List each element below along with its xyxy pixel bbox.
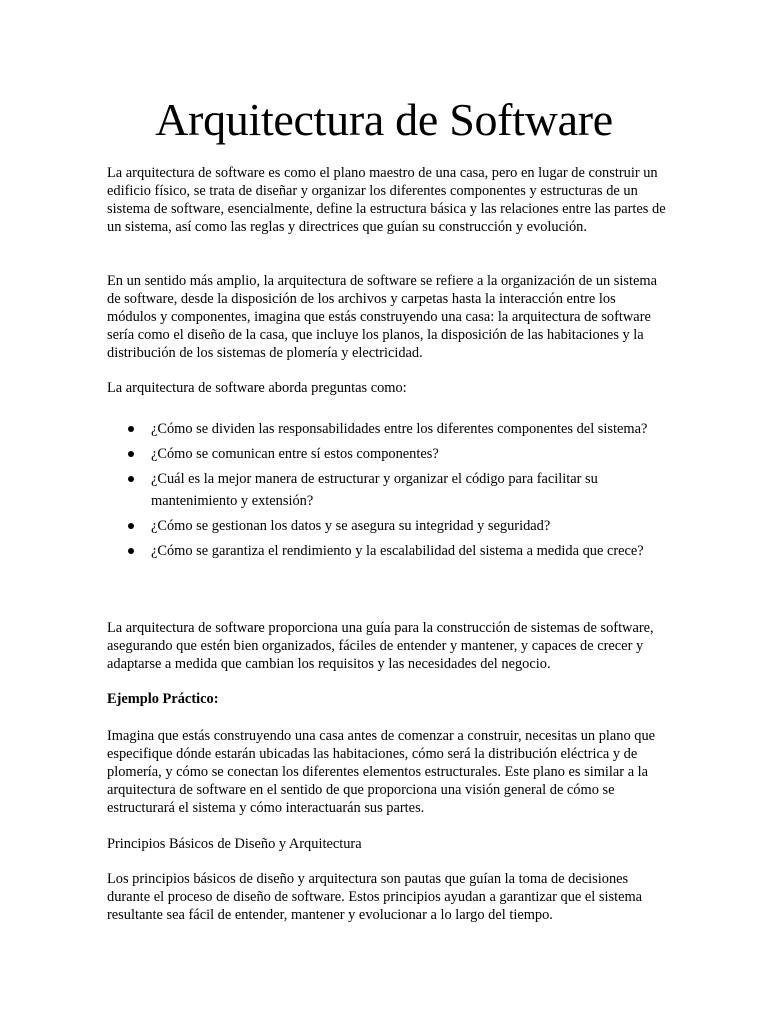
list-item [107, 443, 667, 465]
principles-heading: Principios Básicos de Diseño y Arquitectura [107, 836, 362, 852]
list-item-text: ¿Cómo se comunican entre sí estos componentes? [151, 446, 439, 462]
example-paragraph: Imagina que estás construyendo una casa antes de comenzar a construir, necesitas un plano que especifique dónde estarán ubicadas las habitaciones, cómo será la distribución eléctrica y de plomería, y cómo se conectan los diferentes elementos estructurales. Este plano es similar a la arquitectura de software en el sentido de que proporciona una visión general de cómo se estructurará el sistema y cómo interactuarán sus partes. [107, 728, 656, 816]
bullet-icon [128, 523, 134, 529]
bullet-icon [128, 548, 134, 554]
intro-paragraph: La arquitectura de software es como el plano maestro de una casa, pero en lugar de construir un edificio físico, se trata de diseñar y organizar los diferentes componentes y estructuras de un sistema de software, esencialmente, define la estructura básica y las relaciones entre las partes de un sistema, así como las reglas y directrices que guían su construcción y evolución. [107, 165, 666, 235]
list-item-text: ¿Cuál es la mejor manera de estructurar y organizar el código para facilitar su mantenimiento y extensión? [151, 471, 598, 509]
questions-intro-paragraph: La arquitectura de software aborda preguntas como: [107, 380, 407, 396]
bullet-icon [128, 451, 134, 457]
questions-list [107, 418, 667, 565]
bullet-icon [128, 426, 134, 432]
example-heading: Ejemplo Práctico: [107, 691, 219, 707]
bullet-icon [128, 476, 134, 482]
list-item-text: ¿Cómo se dividen las responsabilidades entre los diferentes componentes del sistema? [151, 421, 648, 437]
list-item [107, 540, 667, 562]
list-item [107, 515, 667, 537]
list-item [107, 418, 667, 440]
guide-paragraph: La arquitectura de software proporciona una guía para la construcción de sistemas de software, asegurando que estén bien organizados, fáciles de entender y mantener, y capaces de crecer y adaptarse a medida que cambian los requisitos y las necesidades del negocio. [107, 620, 654, 672]
page-title: Arquitectura de Software [155, 94, 613, 145]
list-item [107, 468, 667, 512]
list-item-text: ¿Cómo se gestionan los datos y se asegura su integridad y seguridad? [151, 518, 551, 534]
principles-paragraph: Los principios básicos de diseño y arquitectura son pautas que guían la toma de decisiones durante el proceso de diseño de software. Estos principios ayudan a garantizar que el sistema resultante sea fácil de entender, mantener y evolucionar a lo largo del tiempo. [107, 871, 643, 923]
broad-sense-paragraph: En un sentido más amplio, la arquitectura de software se refiere a la organización de un sistema de software, desde la disposición de los archivos y carpetas hasta la interacción entre los módulos y componentes, imagina que estás construyendo una casa: la arquitectura de software sería como el diseño de la casa, que incluye los planos, la disposición de las habitaciones y la distribución de los sistemas de plomería y electricidad. [107, 273, 657, 361]
list-item-text: ¿Cómo se garantiza el rendimiento y la escalabilidad del sistema a medida que crece? [151, 543, 644, 559]
